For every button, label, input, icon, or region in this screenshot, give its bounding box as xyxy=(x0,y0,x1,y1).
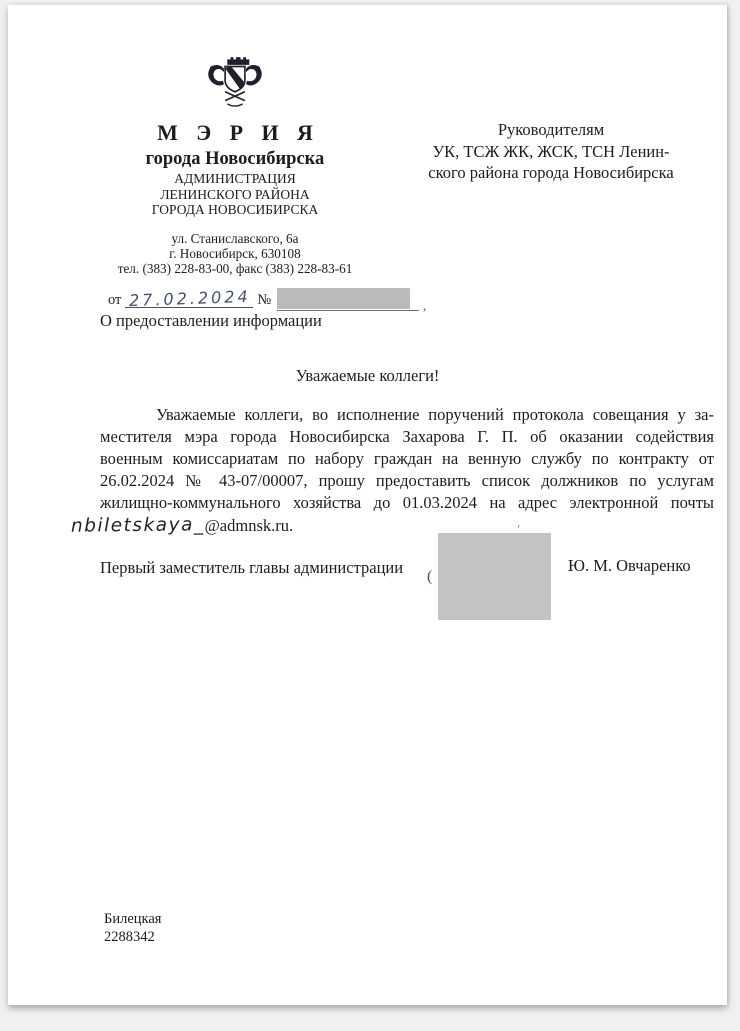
ref-number-field xyxy=(277,288,427,314)
ref-date-field xyxy=(125,286,253,310)
stray-comma-mark: , xyxy=(423,298,427,314)
salutation: Уважаемые коллеги! xyxy=(295,366,440,385)
org-subdivision-line: ЛЕНИНСКОГО РАЙОНА xyxy=(160,186,310,202)
org-city: города Новосибирска xyxy=(145,148,325,169)
body-line: местителя мэра города Новосибирска Захарова Г. П. об оказании содействия xyxy=(100,427,714,446)
executor-phone: 2288342 xyxy=(104,928,155,945)
handwritten-date: 27.02.2024 xyxy=(128,286,251,310)
body-line: 26.02.2024 № 43-07/00007, прошу предоставить список должников по услугам xyxy=(100,471,714,490)
signature-tick-mark: ʻ xyxy=(514,522,522,536)
address-street: ул. Станиславского, 6а xyxy=(171,230,299,246)
executor-name: Билецкая xyxy=(104,911,162,927)
body-line: военным комиссариатам по набору граждан на венную службу по контракту от xyxy=(100,449,714,468)
body-line: Уважаемые коллеги, во исполнение поручений протокола совещания у за- xyxy=(156,405,714,424)
novosibirsk-coat-of-arms-icon xyxy=(202,51,268,115)
ref-from-label: от xyxy=(108,291,122,308)
address-city: г. Новосибирск, 630108 xyxy=(169,245,301,261)
recipient-line: ского района города Новосибирска xyxy=(428,163,674,182)
letter-page xyxy=(8,4,727,1005)
body-line: жилищно-коммунального хозяйства до 01.03.2024 на адрес электронной почты xyxy=(100,493,714,512)
subject-line: О предоставлении информации xyxy=(100,311,322,330)
number-redaction-box xyxy=(277,288,410,309)
email-domain-printed: @admnsk.ru. xyxy=(204,516,294,535)
org-subdivision-line: ГОРОДА НОВОСИБИРСКА xyxy=(151,202,319,218)
recipient-block xyxy=(410,119,692,184)
org-subdivision xyxy=(100,172,370,218)
signature-redaction-box xyxy=(438,533,551,620)
org-name: М Э Р И Я xyxy=(157,120,320,145)
reference-line xyxy=(108,285,427,314)
handwritten-email-local-part: nbiletskaya_ xyxy=(70,514,205,537)
sender-address xyxy=(100,231,370,276)
signature-stray-mark: ( xyxy=(427,568,433,585)
signer-name: Ю. М. Овчаренко xyxy=(568,556,691,575)
sender-letterhead xyxy=(100,51,427,314)
email-line xyxy=(71,514,714,538)
ref-number-label: № xyxy=(257,291,272,308)
recipient-line: Руководителям xyxy=(497,120,605,139)
executor-block xyxy=(104,911,161,946)
org-subdivision-line: АДМИНИСТРАЦИЯ xyxy=(174,171,296,187)
recipient-line: УК, ТСЖ ЖК, ЖСК, ТСН Ленин- xyxy=(432,141,670,161)
signer-title: Первый заместитель главы администрации xyxy=(100,558,404,577)
letter-body xyxy=(70,404,714,538)
address-phone: тел. (383) 228-83-00, факс (383) 228-83-61 xyxy=(117,260,353,276)
